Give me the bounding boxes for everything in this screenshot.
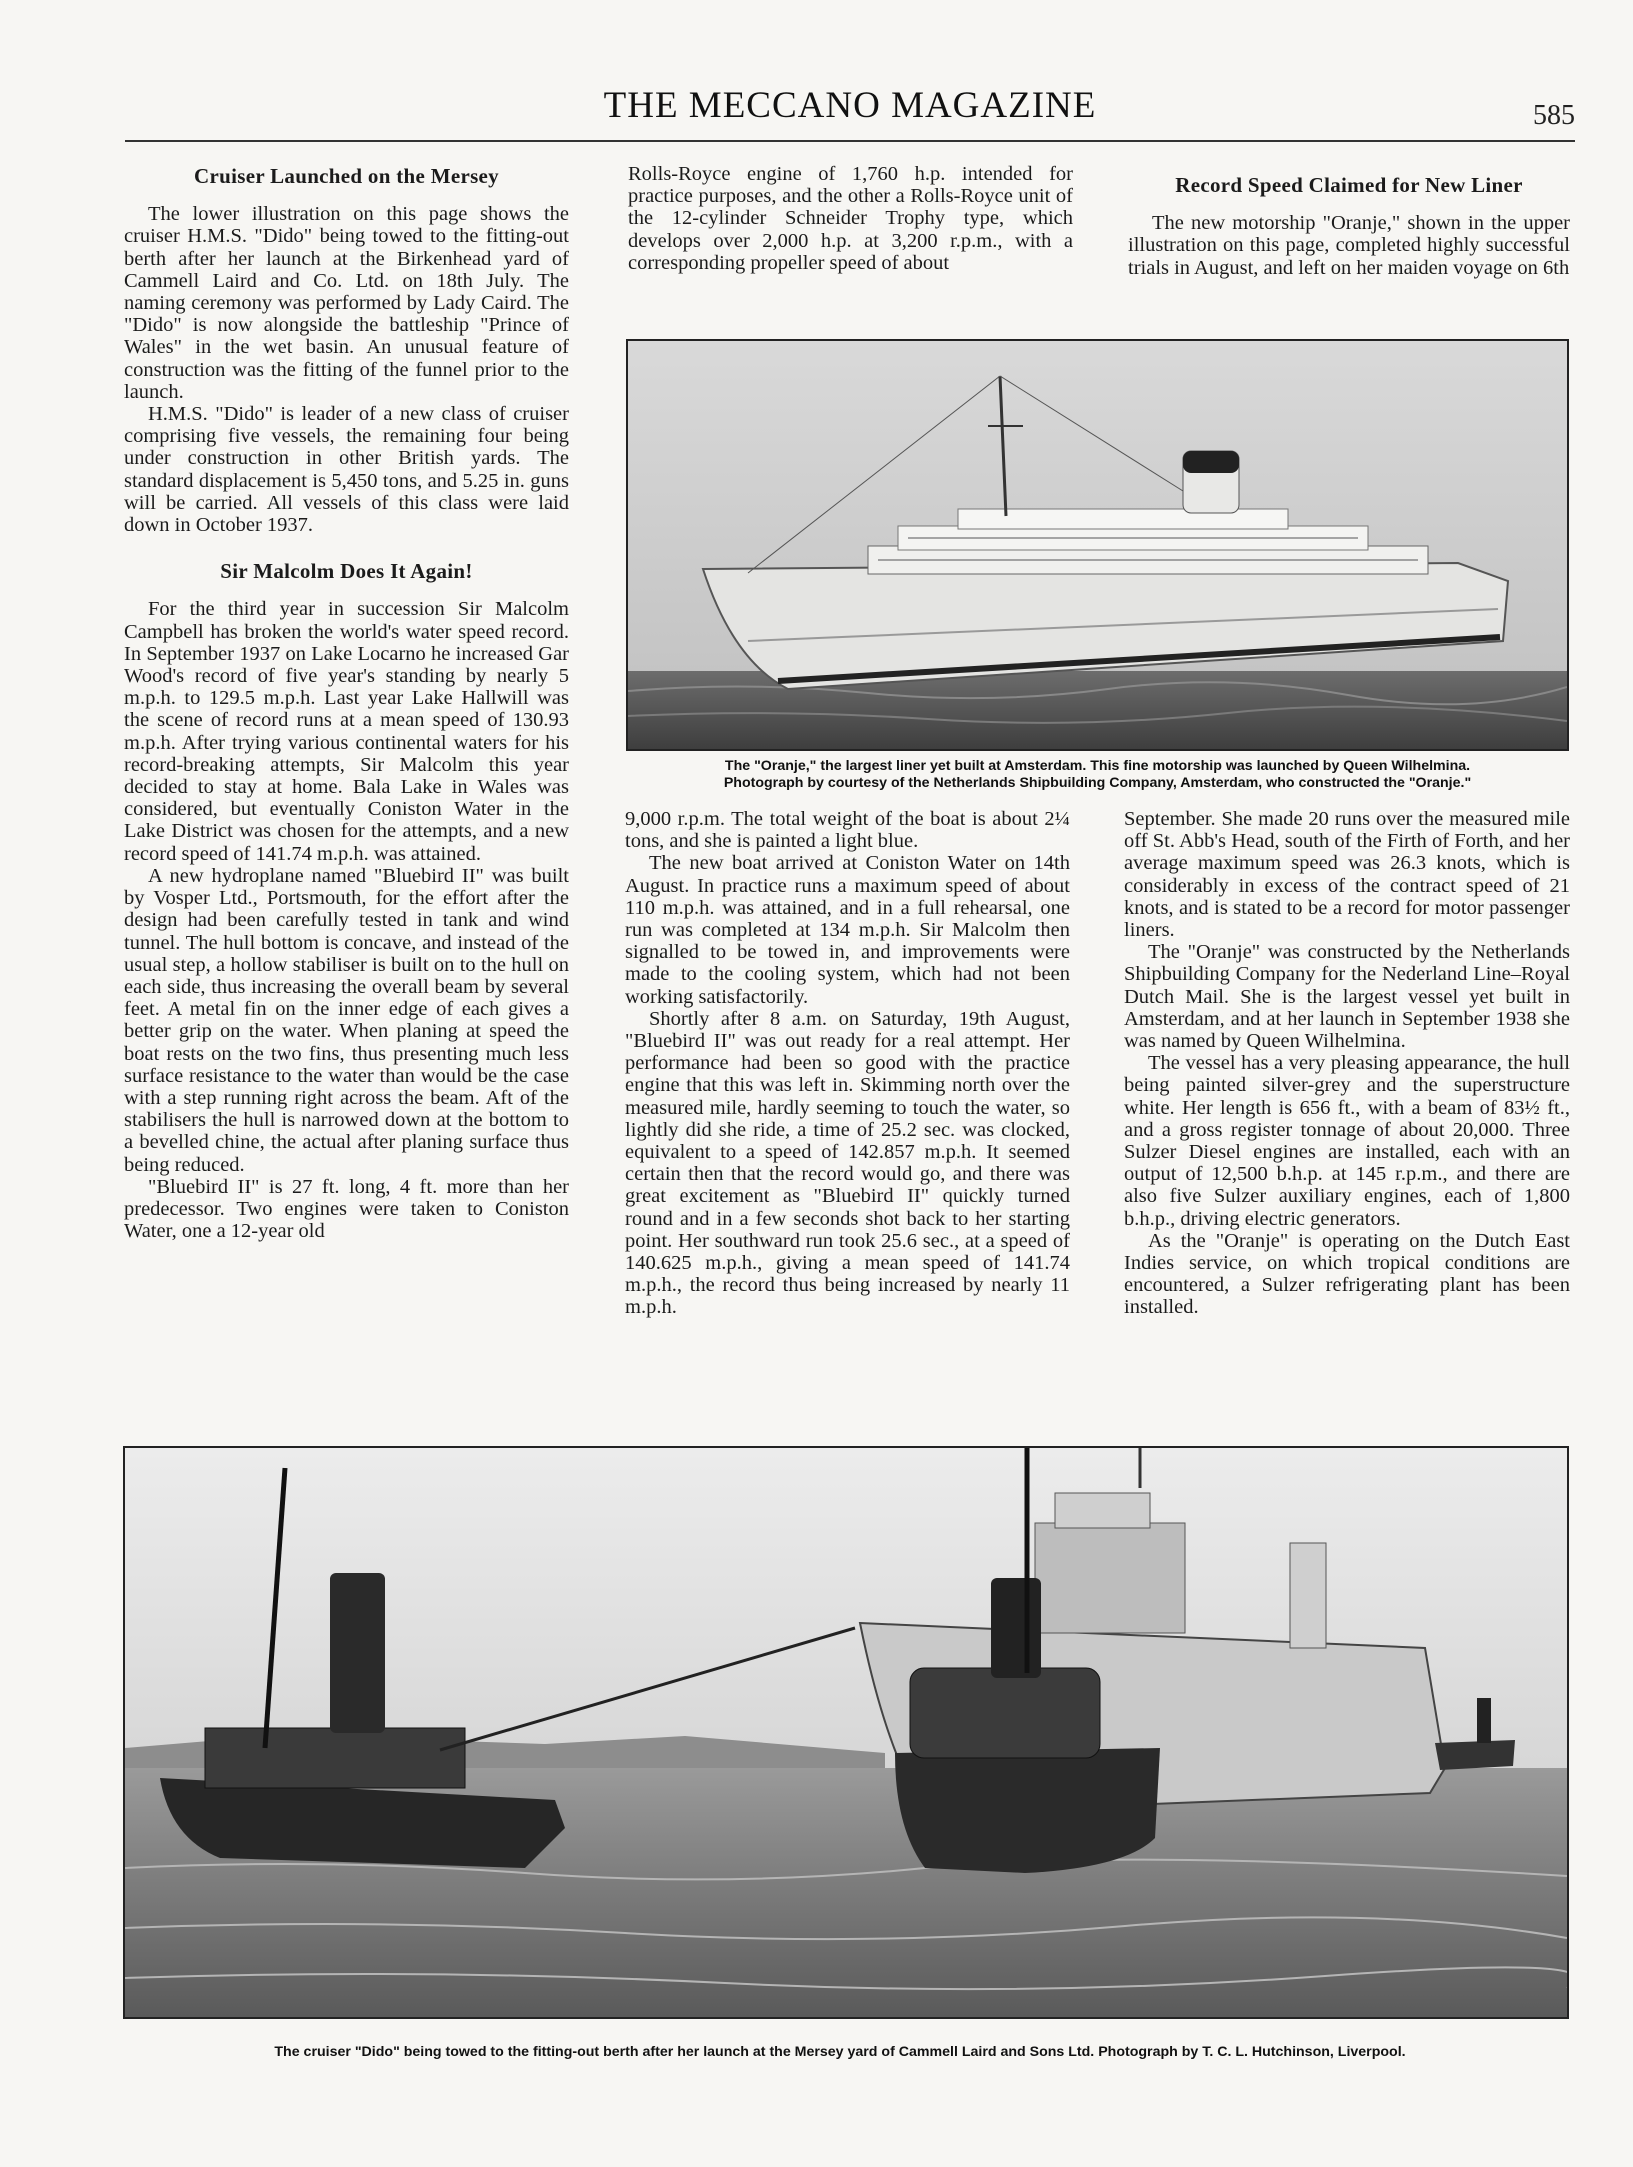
campbell-paragraph-continued: Rolls-Royce engine of 1,760 h.p. intended for practice purposes, and the other a Rolls-Royce unit of the 12-cylinder Schneider Trophy type, which develops over 2,000 h.p. at 3,200 r.p.m., with a corresponding propeller speed of about (628, 163, 1073, 274)
caption-dido (100, 2044, 1580, 2061)
caption-line: The "Oranje," the largest liner yet built at Amsterdam. This fine motorship was launched by Queen Wilhelmina. (724, 758, 1471, 774)
photo-dido-towed (123, 1446, 1569, 2019)
dido-paragraph: H.M.S. "Dido" is leader of a new class of cruiser comprising five vessels, the remaining four being under construction in other British yards. The standard displacement is 5,450 tons, and 5.25 in. guns will be carried. All vessels of this class were laid down in October 1937. (124, 403, 569, 537)
page-number: 585 (1533, 100, 1575, 131)
oranje-paragraph: The "Oranje" was constructed by the Netherlands Shipbuilding Company for the Nederland Line–Royal Dutch Mail. She is the largest vessel yet built in Amsterdam, and at her launch in September 1938 she was named by Queen Wilhelmina. (1124, 941, 1570, 1053)
liner-illustration (628, 341, 1567, 749)
campbell-paragraph: The new boat arrived at Coniston Water on 14th August. In practice runs a maximum speed of about 110 m.p.h. was attained, and in a full rehearsal, one run was completed at 134 m.p.h. Sir Malcolm then signalled to be towed in, and improvements were made to the cooling system, which had not been working satisfactorily. (625, 852, 1070, 1008)
dido-paragraph: The lower illustration on this page shows the cruiser H.M.S. "Dido" being towed to the fitting-out berth after her launch at the Birkenhead yard of Cammell Laird and Co. Ltd. on 18th July. The naming ceremony was performed by Lady Caird. The "Dido" is now alongside the battleship "Prince of Wales" in the wet basin. An unusual feature of construction was the fitting of the funnel prior to the launch. (124, 203, 569, 403)
column-middle-top (628, 163, 1073, 274)
column-left (124, 165, 569, 1242)
tugboats-illustration (125, 1448, 1567, 2017)
caption-line: Photograph by courtesy of the Netherlands Shipbuilding Company, Amsterdam, who constructed the "Oranje." (723, 775, 1472, 791)
caption-oranje (605, 758, 1590, 792)
campbell-paragraph: Shortly after 8 a.m. on Saturday, 19th August, "Bluebird II" was out ready for a real attempt. Her performance had been so good with the practice engine that this was left in. Skimming north over the measured mile, hardly seeming to touch the water, so lightly did she ride, a time of 25.2 sec. was clocked, equivalent to a speed of 142.857 m.p.h. It seemed certain then that the record would go, and there was great excitement as "Bluebird II" quickly turned round and in a few seconds shot back to her starting point. Her southward run took 25.6 sec., at a speed of 140.625 m.p.h., giving a mean speed of 141.74 m.p.h., the record thus being increased by nearly 11 m.p.h. (625, 1007, 1070, 1319)
heading-oranje: Record Speed Claimed for New Liner (1175, 173, 1523, 197)
campbell-paragraph: "Bluebird II" is 27 ft. long, 4 ft. more than her predecessor. Two engines were taken to Coniston Water, one a 12-year old (124, 1175, 569, 1243)
photo-oranje-liner (626, 339, 1569, 751)
campbell-paragraph-continued: 9,000 r.p.m. The total weight of the boat is about 2¼ tons, and she is painted a light blue. (625, 808, 1070, 853)
magazine-title: THE MECCANO MAGAZINE (603, 85, 1097, 126)
masthead (125, 84, 1575, 144)
column-right-top (1128, 174, 1570, 279)
oranje-paragraph: The new motorship "Oranje," shown in the upper illustration on this page, completed highly successful trials in August, and left on her maiden voyage on 6th (1128, 212, 1570, 279)
heading-campbell: Sir Malcolm Does It Again! (220, 559, 473, 584)
campbell-paragraph: For the third year in succession Sir Malcolm Campbell has broken the world's water speed record. In September 1937 on Lake Locarno he increased Gar Wood's record of five year's standing by nearly 5 m.p.h. to 129.5 m.p.h. Last year Lake Hallwill was the scene of record runs at a mean speed of 130.93 m.p.h. After trying various continental waters for his record-breaking attempts, Sir Malcolm this year decided to stay at home. Bala Lake in Wales was considered, but eventually Coniston Water in the Lake District was chosen for the attempts, and a new record speed of 141.74 m.p.h. was attained. (124, 598, 569, 865)
column-middle-bottom (625, 808, 1070, 1319)
oranje-paragraph: The vessel has a very pleasing appearance, the hull being painted silver-grey and the superstructure white. Her length is 656 ft., with a beam of 83½ ft., and a gross register tonnage of about 20,000. Three Sulzer Diesel engines are installed, each with an output of 12,500 b.h.p. at 145 r.p.m., and there are also five Sulzer auxiliary engines, each of 1,800 b.h.p., driving electric generators. (1124, 1052, 1570, 1230)
caption-line: The cruiser "Dido" being towed to the fitting-out berth after her launch at the Mersey yard of Cammell Laird and Sons Ltd. Photograph by T. C. L. Hutchinson, Liverpool. (274, 2044, 1406, 2060)
campbell-paragraph: A new hydroplane named "Bluebird II" was built by Vosper Ltd., Portsmouth, for the effort after the design had been carefully tested in tank and wind tunnel. The hull bottom is concave, and instead of the usual step, a hollow stabiliser is built on to the hull on each side, thus increasing the overall beam by several feet. A metal fin on the inner edge of each gives a better grip on the water. When planing at speed the boat rests on the two fins, thus presenting much less surface resistance to the water than would be the case with a step running right across the beam. Aft of the stabilisers the hull is narrowed down at the bottom to a bevelled chine, the actual after planing surface thus being reduced. (124, 864, 569, 1176)
header-rule (125, 140, 1575, 142)
heading-dido: Cruiser Launched on the Mersey (194, 164, 499, 188)
oranje-paragraph-continued: September. She made 20 runs over the measured mile off St. Abb's Head, south of the Firth of Forth, and her average maximum speed was 26.3 knots, which is considerably in excess of the contract speed of 21 knots, and is stated to be a record for motor passenger liners. (1124, 808, 1570, 942)
column-right-bottom (1124, 808, 1570, 1319)
oranje-paragraph: As the "Oranje" is operating on the Dutch East Indies service, on which tropical conditions are encountered, a Sulzer refrigerating plant has been installed. (1124, 1229, 1570, 1319)
